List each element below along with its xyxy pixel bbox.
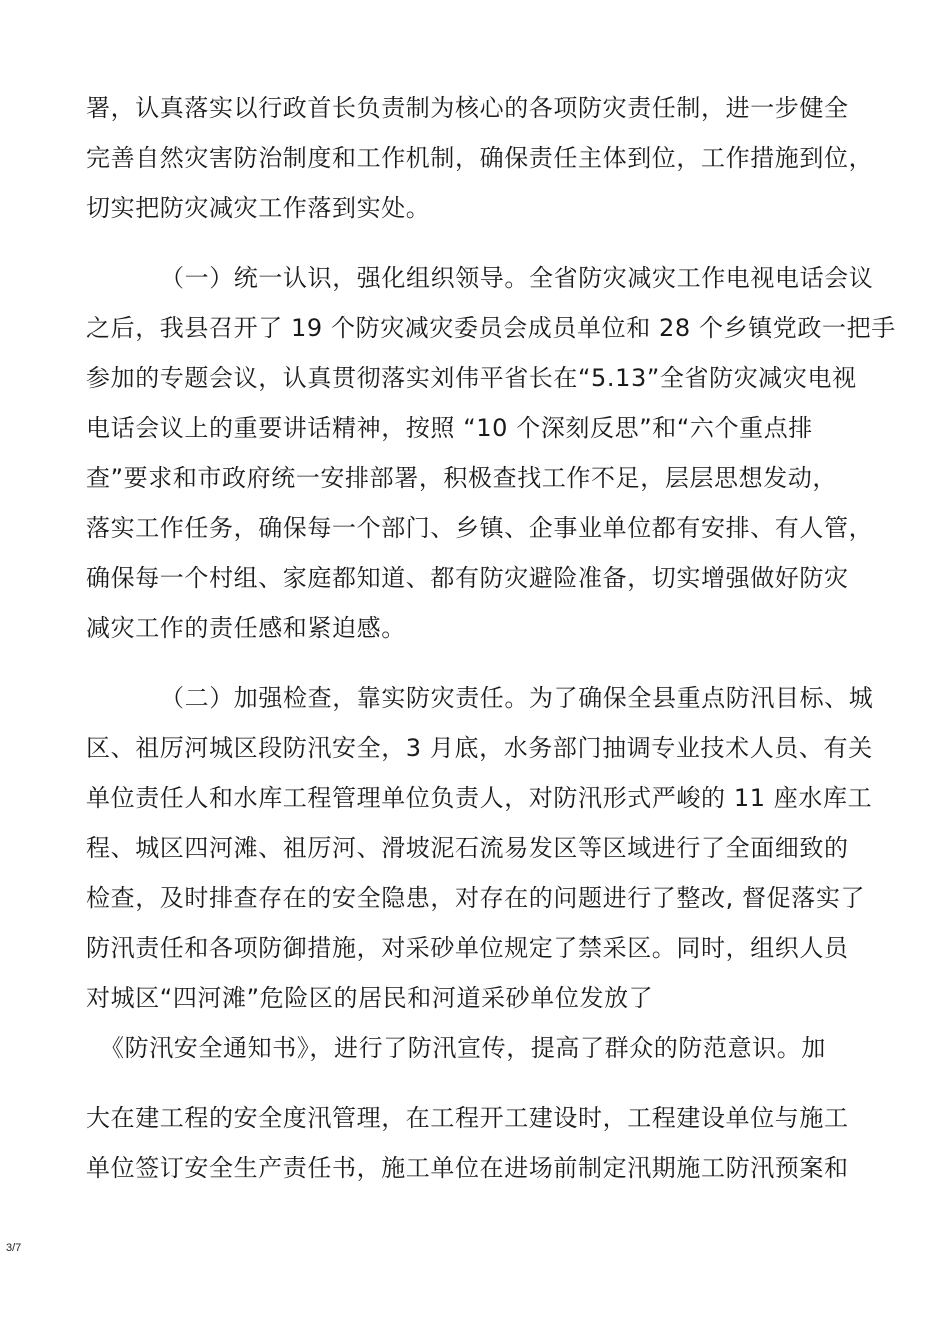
text-line: 区、祖厉河城区段防汛安全，3 月底，水务部门抽调专业技术人员、有关 (86, 734, 873, 762)
page-number: 3/7 (6, 1242, 22, 1254)
section-one-heading-line: （一）统一认识，强化组织领导。全省防灾减灾工作电视电话会议 (160, 264, 874, 292)
text-line: 防汛责任和各项防御措施，对采砂单位规定了禁采区。同时，组织人员 (86, 934, 849, 962)
text-line: 单位签订安全生产责任书，施工单位在进场前制定汛期施工防汛预案和 (86, 1154, 849, 1182)
text-line: 程、城区四河滩、祖厉河、滑坡泥石流易发区等区域进行了全面细致的 (86, 834, 849, 862)
text-line: 《防汛安全通知书》，进行了防汛宣传，提高了群众的防范意识。加 (100, 1034, 826, 1062)
text-line: 电话会议上的重要讲话精神，按照 “10 个深刻反思”和“六个重点排 (86, 414, 813, 442)
text-line: 查”要求和市政府统一安排部署，积极查找工作不足，层层思想发动， (86, 464, 838, 492)
text-line: 大在建工程的安全度汛管理，在工程开工建设时，工程建设单位与施工 (86, 1104, 849, 1132)
section-two-heading-line: （二）加强检查，靠实防灾责任。为了确保全县重点防汛目标、城 (160, 684, 874, 712)
text-line: 切实把防灾减灾工作落到实处。 (86, 194, 431, 222)
text-line: 确保每一个村组、家庭都知道、都有防灾避险准备，切实增强做好防灾 (86, 564, 849, 592)
text-line: 之后，我县召开了 19 个防灾减灾委员会成员单位和 28 个乡镇党政一把手 (86, 314, 896, 342)
text-line: 署，认真落实以行政首长负责制为核心的各项防灾责任制，进一步健全 (86, 94, 849, 122)
text-line: 减灾工作的责任感和紧迫感。 (86, 614, 406, 642)
text-line: 完善自然灾害防治制度和工作机制，确保责任主体到位，工作措施到位， (86, 144, 874, 172)
text-line: 落实工作任务，确保每一个部门、乡镇、企事业单位都有安排、有人管， (86, 514, 874, 542)
text-line: 检查，及时排查存在的安全隐患，对存在的问题进行了整改, 督促落实了 (86, 884, 866, 912)
text-line: 参加的专题会议，认真贯彻落实刘伟平省长在“5.13”全省防灾减灾电视 (86, 364, 857, 392)
text-line: 单位责任人和水库工程管理单位负责人，对防汛形式严峻的 11 座水库工 (86, 784, 873, 812)
text-line: 对城区“四河滩”危险区的居民和河道采砂单位发放了 (86, 984, 654, 1012)
